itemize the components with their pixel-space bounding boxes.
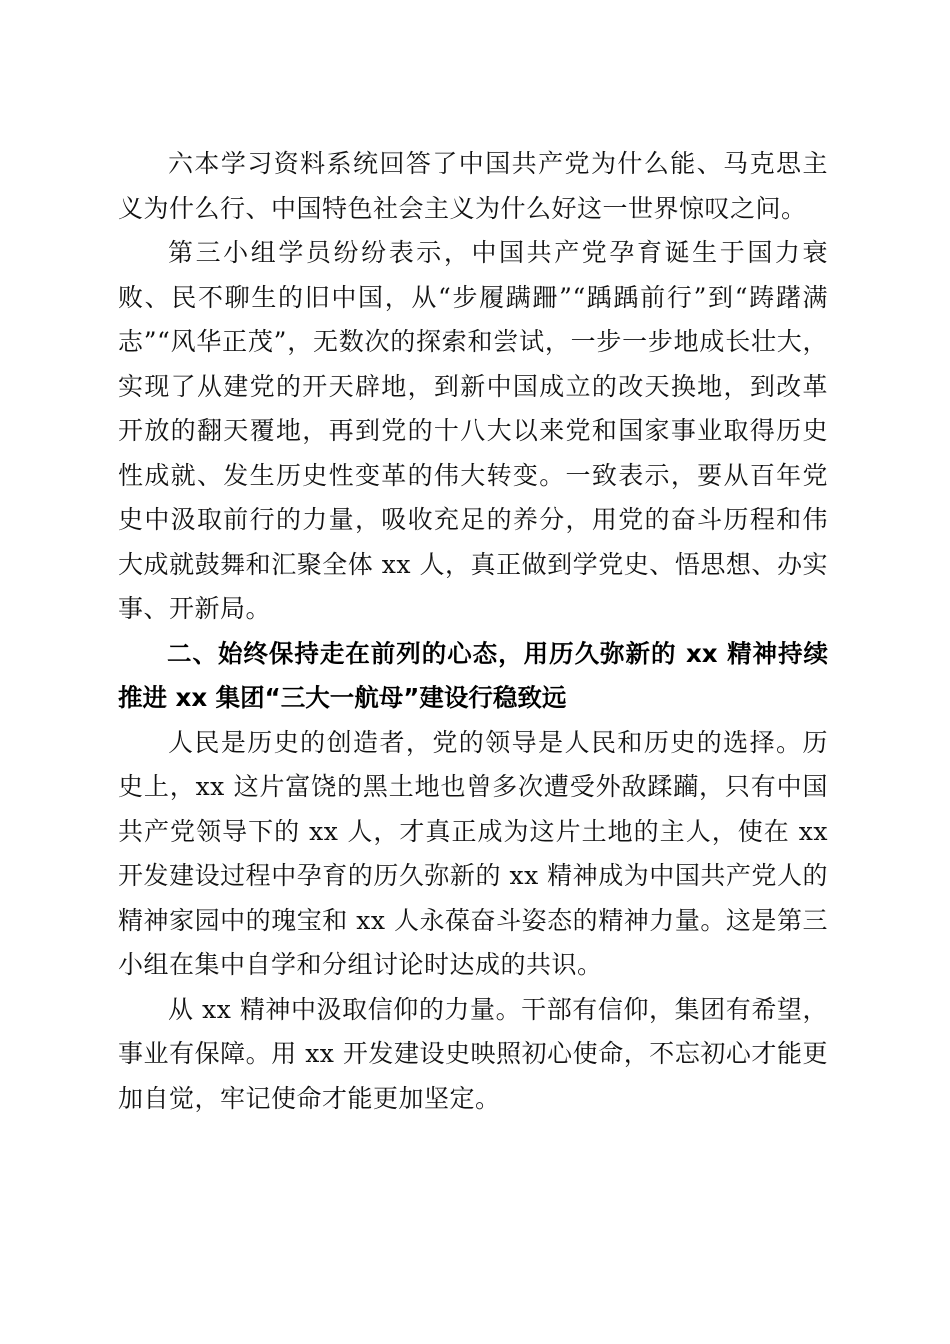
document-body: [118, 142, 828, 1121]
paragraph-study-materials: 六本学习资料系统回答了中国共产党为什么能、马克思主义为什么行、中国特色社会主义为什么好这一世界惊叹之问。: [118, 149, 828, 223]
paragraph-group-statement: 第三小组学员纷纷表示，中国共产党孕育诞生于国力衰败、民不聊生的旧中国，从“步履蹒跚”“踽踽前行”到“踌躇满志”“风华正茂”，无数次的探索和尝试，一步一步地成长壮大，实现了从建党的开天辟地，到新中国成立的改天换地，到改革开放的翻天覆地，再到党的十八大以来党和国家事业取得历史性成就、发生历史性变革的伟大转变。一致表示，要从百年党史中汲取前行的力量，吸收充足的养分，用党的奋斗历程和伟大成就鼓舞和汇聚全体 xx 人，真正做到学党史、悟思想、办实事、开新局。: [118, 238, 828, 623]
section-heading-two: 二、始终保持走在前列的心态，用历久弥新的 xx 精神持续推进 xx 集团“三大一航母”建设行稳致远: [118, 638, 828, 712]
paragraph-faith-strength: 从 xx 精神中汲取信仰的力量。干部有信仰，集团有希望，事业有保障。用 xx 开发建设史映照初心使命，不忘初心才能更加自觉，牢记使命才能更加坚定。: [118, 994, 828, 1113]
paragraph-people-history: 人民是历史的创造者，党的领导是人民和历史的选择。历史上，xx 这片富饶的黑土地也曾多次遭受外敌蹂躏，只有中国共产党领导下的 xx 人，才真正成为这片土地的主人，使在 xx 开发建设过程中孕育的历久弥新的 xx 精神成为中国共产党人的精神家园中的瑰宝和 xx 人永葆奋斗姿态的精神力量。这是第三小组在集中自学和分组讨论时达成的共识。: [118, 727, 828, 979]
